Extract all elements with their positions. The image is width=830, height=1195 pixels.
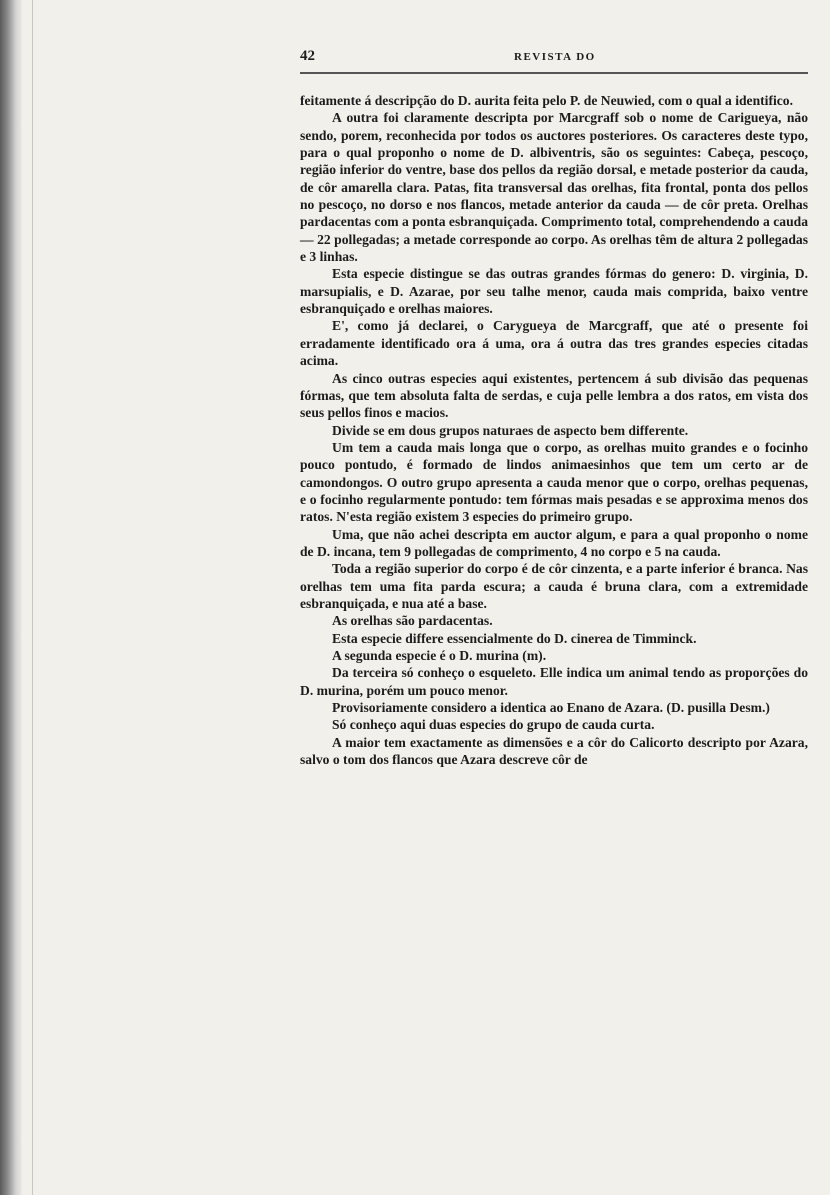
book-spine-shadow bbox=[0, 0, 22, 1195]
paragraph: As orelhas são pardacentas. bbox=[332, 613, 493, 629]
paragraph: Só conheço aqui duas especies do grupo de cauda curta. bbox=[332, 717, 655, 733]
paragraph: Toda a região superior do corpo é de côr cinzenta, e a parte inferior é branca. Nas orelhas tem uma fita parda escura; a cauda é bruna clara, com a extremidade esbranquiçada, e nua até a base. bbox=[300, 561, 808, 611]
running-title: REVISTA DO bbox=[514, 51, 596, 63]
paragraph: Uma, que não achei descripta em auctor algum, e para a qual proponho o nome de D. incana, tem 9 pollegadas de comprimento, 4 no corpo e 5 na cauda. bbox=[300, 526, 808, 559]
page-header bbox=[300, 48, 810, 70]
page-gutter-line bbox=[32, 0, 33, 1195]
paragraph: A outra foi claramente descripta por Marcgraff sob o nome de Carigueya, não sendo, porem, reconhecida por todos os auctores posteriores. Os caracteres deste typo, para o qual proponho o nome de D. albiventris, são os seguintes: Cabeça, pescoço, região inferior do ventre, base dos pellos da região dorsal, e metade posterior da cauda, de côr amarella clara. Patas, fita transversal das orelhas, fita frontal, ponta dos pellos no pescoço, no dorso e nos flancos, metade anterior da cauda — de côr preta. Orelhas pardacentas com a ponta esbranquiçada. Comprimento total, comprehendendo a cauda — 22 pollegadas; a metade corresponde ao corpo. As orelhas têm de altura 2 pollegadas e 3 linhas. bbox=[300, 110, 808, 265]
paragraph: Esta especie distingue se das outras grandes fórmas do genero: D. virginia, D. marsupialis, e D. Azarae, por seu talhe menor, cauda mais comprida, baixo ventre esbranquiçado e orelhas maiores. bbox=[300, 266, 808, 317]
paragraph: Esta especie differe essencialmente do D. cinerea de Timminck. bbox=[332, 630, 697, 646]
paragraph: Um tem a cauda mais longa que o corpo, as orelhas muito grandes e o focinho pouco pontudo, é formado de lindos animaesinhos que tem um certo ar de camondongos. O outro grupo apresenta a cauda menor que o corpo, orelhas pequenas, e o focinho regularmente pontudo: tem fórmas mais pesadas e se approxima menos dos ratos. N'esta região existem 3 especies do primeiro grupo. bbox=[300, 439, 808, 525]
paragraph: A maior tem exactamente as dimensões e a côr do Calicorto descripto por Azara, salvo o tom dos flancos que Azara descreve côr de bbox=[300, 734, 808, 768]
paragraph: Divide se em dous grupos naturaes de aspecto bem differente. bbox=[332, 422, 689, 438]
body-text bbox=[300, 92, 808, 768]
header-rule bbox=[300, 72, 808, 74]
paragraph: E', como já declarei, o Carygueya de Marcgraff, que até o presente foi erradamente identificado ora á uma, ora á outra das tres grandes especies citadas acima. bbox=[300, 318, 808, 369]
paragraph: Da terceira só conheço o esqueleto. Elle indica um animal tendo as proporções do D. murina, porém um pouco menor. bbox=[300, 665, 808, 698]
page-number: 42 bbox=[300, 48, 315, 64]
paragraph: A segunda especie é o D. murina (m). bbox=[332, 648, 547, 663]
paragraph: Provisoriamente considero a identica ao Enano de Azara. (D. pusilla Desm.) bbox=[332, 700, 770, 716]
paragraph: As cinco outras especies aqui existentes, pertencem á sub divisão das pequenas fórmas, que tem absoluta falta de serdas, e cuja pelle lembra a dos ratos, em vista dos seus pellos finos e macios. bbox=[300, 370, 808, 421]
paragraph: feitamente á descripção do D. aurita feita pelo P. de Neuwied, com o qual a identifico. bbox=[300, 93, 793, 108]
